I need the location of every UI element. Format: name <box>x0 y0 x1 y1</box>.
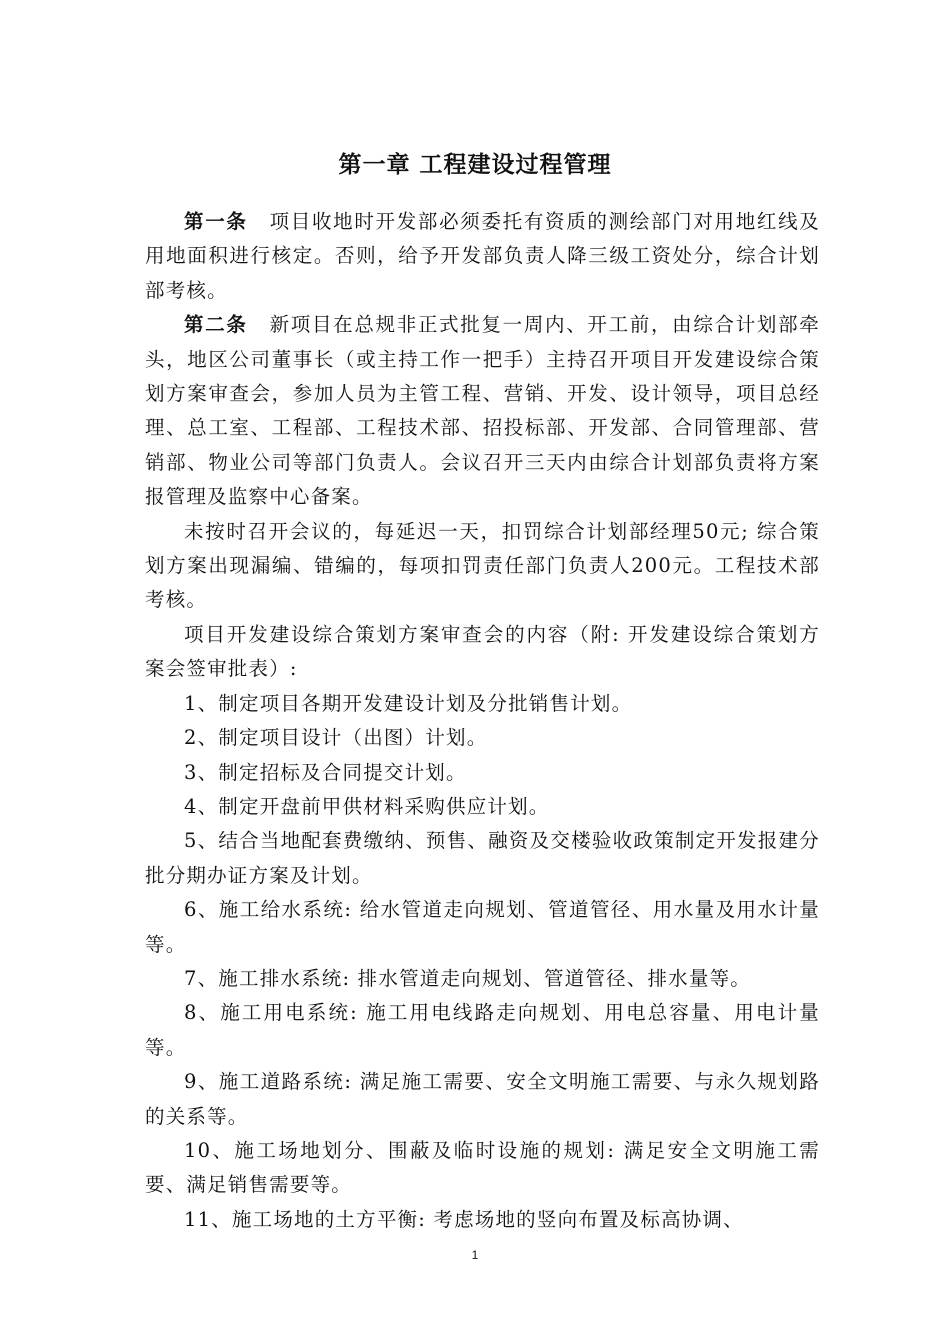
article-2-label: 第二条 <box>184 313 248 337</box>
chapter-title: 第一章 工程建设过程管理 <box>338 152 612 178</box>
list-item: 3、制定招标及合同提交计划。 <box>184 760 467 784</box>
list-item: 10、施工场地划分、围蔽及临时设施的规划: 满足安全文明施工需要、满足销售需要等。 <box>145 1138 820 1197</box>
list-item: 2、制定项目设计（出图）计划。 <box>184 726 488 750</box>
list-item: 7、施工排水系统: 排水管道走向规划、管道管径、排水量等。 <box>184 966 751 990</box>
article-1-label: 第一条 <box>184 210 248 233</box>
article-2 <box>145 308 820 514</box>
page-number: 1 <box>471 1248 479 1262</box>
document-body <box>145 205 820 1237</box>
list-item: 5、结合当地配套费缴纳、预售、融资及交楼验收政策制定开发报建分批分期办证方案及计划。 <box>145 829 820 887</box>
article-2-text: 新项目在总规非正式批复一周内、开工前，由综合计划部牵头，地区公司董事长（或主持工作一把手）主持召开项目开发建设综合策划方案审查会，参加人员为主管工程、营销、开发、设计领导，项目总经理、总工室、工程部、工程技术部、招投标部、开发部、合同管理部、营销部、物业公司等部门负责人。会议召开三天内由综合计划部负责将方案报管理及监察中心备案。 <box>145 313 820 509</box>
list-item: 11、施工场地的土方平衡: 考虑场地的竖向布置及标高协调、 <box>184 1207 744 1231</box>
list-item: 1、制定项目各期开发建设计划及分批销售计划。 <box>184 691 633 715</box>
list-item: 4、制定开盘前甲供材料采购供应计划。 <box>184 794 550 818</box>
list-item: 6、施工给水系统: 给水管道走向规划、管道管径、用水量及用水计量等。 <box>145 898 820 956</box>
content-intro: 项目开发建设综合策划方案审查会的内容（附: 开发建设综合策划方案会签审批表）: <box>145 622 820 681</box>
list-item: 8、施工用电系统: 施工用电线路走向规划、用电总容量、用电计量等。 <box>145 1001 820 1059</box>
penalty-paragraph: 未按时召开会议的，每延迟一天，扣罚综合计划部经理50元; 综合策划方案出现漏编、错编的，每项扣罚责任部门负责人200元。工程技术部考核。 <box>145 519 820 612</box>
list-item: 9、施工道路系统: 满足施工需要、安全文明施工需要、与永久规划路的关系等。 <box>145 1070 820 1128</box>
article-1-text: 项目收地时开发部必须委托有资质的测绘部门对用地红线及用地面积进行核定。否则，给予开发部负责人降三级工资处分，综合计划部考核。 <box>145 210 820 302</box>
article-1 <box>145 205 820 308</box>
